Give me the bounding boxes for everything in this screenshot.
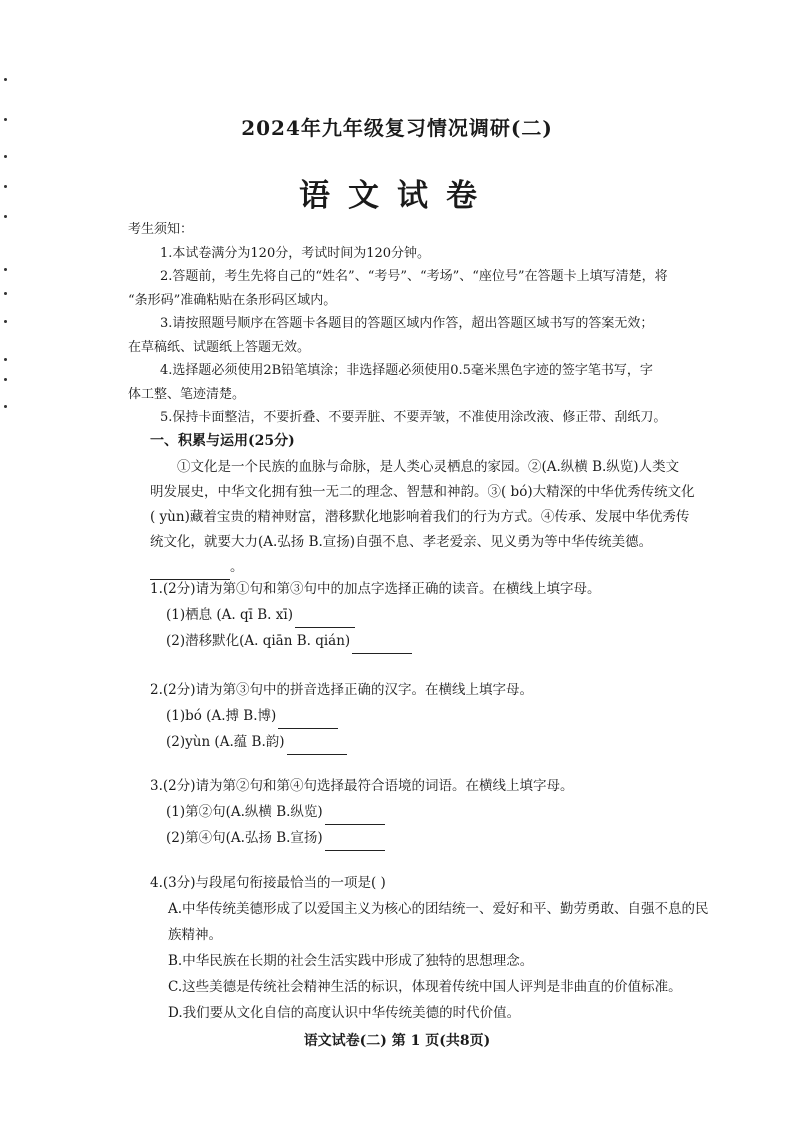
option-text: (1)bó (A.搏 B.博)	[166, 708, 277, 724]
option-text: (1)第②句(A.纵横 B.纵览)	[166, 804, 323, 820]
notice-item: 3.请按照题号顺序在答题卡各题目的答题区域内作答，超出答题区域书写的答案无效；	[160, 316, 654, 331]
passage-line: 统文化，就要大力(A.弘扬 B.宣扬)自强不息、孝老爱亲、见义勇为等中华传统美德。	[150, 534, 653, 550]
binding-dot	[4, 358, 7, 361]
answer-blank[interactable]	[325, 834, 385, 851]
exam-subtitle: 语文试卷	[299, 178, 495, 214]
passage-line: 明发展史，中华文化拥有独一无二的理念、智慧和神韵。③( bó)大精深的中华优秀传统文化	[150, 484, 695, 500]
answer-blank[interactable]	[278, 712, 338, 729]
binding-dot	[4, 215, 7, 218]
option-text: (1)栖息 (A. qī B. xī)	[166, 607, 293, 623]
binding-dot	[4, 268, 7, 271]
answer-blank[interactable]	[325, 808, 385, 825]
binding-dot	[4, 405, 7, 408]
notice-heading: 考生须知：	[128, 222, 194, 237]
notice-item: 1.本试卷满分为120分，考试时间为120分钟。	[160, 245, 431, 261]
question-1	[150, 576, 770, 654]
option-text: (2)yùn (A.蕴 B.韵)	[166, 734, 285, 750]
question-stem: 3.(2分)请为第②句和第④句选择最符合语境的词语。在横线上填字母。	[150, 778, 574, 794]
question-option	[150, 602, 770, 628]
question-option	[150, 628, 770, 654]
question-option	[150, 825, 770, 851]
binding-dot	[4, 292, 7, 295]
notice-item: 在草稿纸、试题纸上答题无效。	[128, 339, 311, 355]
candidate-notice	[128, 218, 758, 430]
question-2	[150, 677, 770, 755]
binding-dot	[4, 78, 7, 81]
passage-line: ( yùn)藏着宝贵的精神财富，潜移默化地影响着我们的行为方式。④传承、发展中华优秀传	[150, 509, 690, 525]
question-option	[150, 799, 770, 825]
notice-item: “条形码”准确粘贴在条形码区域内。	[128, 292, 337, 308]
choice-c[interactable]: C.这些美德是传统社会精神生活的标识，体现着传统中国人评判是非曲直的价值标准。	[168, 979, 682, 995]
reading-passage	[150, 455, 768, 580]
question-stem: 1.(2分)请为第①句和第③句中的加点字选择正确的读音。在横线上填字母。	[150, 581, 601, 597]
section-heading: 一、积累与运用(25分)	[150, 433, 295, 449]
notice-item: 体工整、笔迹清楚。	[128, 386, 246, 402]
choice-b[interactable]: B.中华民族在长期的社会生活实践中形成了独特的思想理念。	[168, 953, 534, 969]
question-option	[150, 703, 770, 729]
option-text: (2)第④句(A.弘扬 B.宣扬)	[166, 830, 323, 846]
answer-blank[interactable]	[295, 611, 355, 628]
binding-dot	[4, 378, 7, 381]
question-stem: 2.(2分)请为第③句中的拼音选择正确的汉字。在横线上填字母。	[150, 682, 534, 698]
notice-item: 5.保持卡面整洁，不要折叠、不要弄脏、不要弄皱，不准使用涂改液、修正带、刮纸刀。	[160, 410, 667, 425]
question-stem: 4.(3分)与段尾句衔接最恰当的一项是( )	[150, 875, 386, 891]
answer-blank[interactable]	[287, 738, 347, 755]
binding-dot	[4, 155, 7, 158]
choice-a[interactable]: A.中华传统美德形成了以爱国主义为核心的团结统一、爱好和平、勤劳勇敢、自强不息的民	[168, 901, 709, 917]
choice-a-cont: 族精神。	[168, 927, 222, 943]
passage-end: 。	[230, 559, 244, 575]
binding-dot	[4, 320, 7, 323]
notice-item: 2.答题前，考生先将自己的“姓名”、“考号”、“考场”、“座位号”在答题卡上填写清楚，将	[160, 269, 668, 284]
choice-d[interactable]: D.我们要从文化自信的高度认识中华传统美德的时代价值。	[168, 1005, 521, 1021]
page-footer: 语文试卷(二) 第 1 页(共8页)	[303, 1033, 491, 1049]
notice-item: 4.选择题必须使用2B铅笔填涂；非选择题必须使用0.5毫米黑色字迹的签字笔书写，字	[160, 363, 653, 378]
question-4	[150, 870, 770, 1026]
option-text: (2)潜移默化(A. qiān B. qián)	[166, 633, 351, 649]
answer-blank[interactable]	[352, 637, 412, 654]
question-option	[150, 729, 770, 755]
question-3	[150, 773, 770, 851]
exam-title: 2024年九年级复习情况调研(二)	[241, 116, 553, 140]
passage-line: ①文化是一个民族的血脉与命脉，是人类心灵栖息的家园。②(A.纵横 B.纵览)人类文	[177, 459, 680, 475]
